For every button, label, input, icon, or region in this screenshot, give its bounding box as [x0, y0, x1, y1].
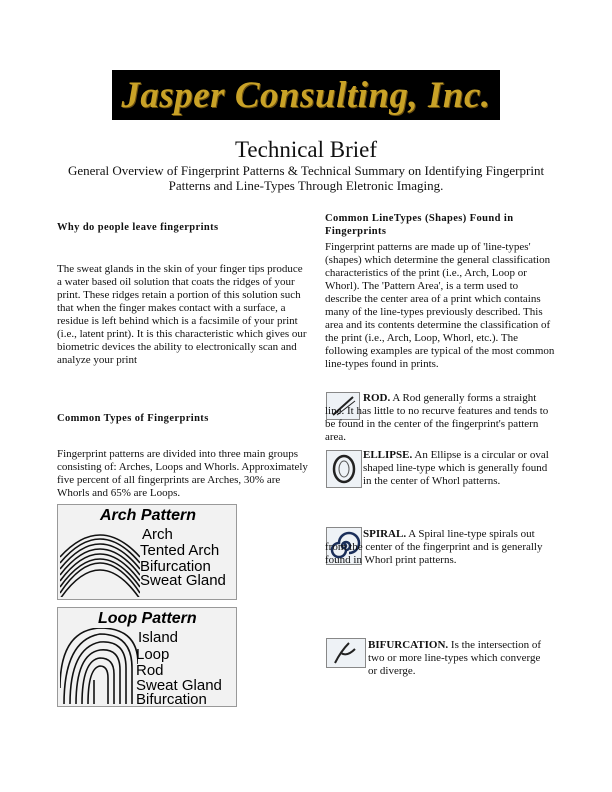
- linetypes-intro: Fingerprint patterns are made up of 'line-types' (shapes) which determine the general classification characteristics of the print (i.e., Arch, Loop or Whorl). The 'Pattern Area', is a term used to describe the center area of a print which contains many of the line-types previously described. This area and its contents determine the classification of the print (i.e., Arch, Loop, Whorl, etc.). The following examples are typical of the most common line-types found in prints.: [325, 241, 555, 370]
- loop-label-4: Sweat Gland: [136, 677, 222, 694]
- why-heading: Why do people leave fingerprints: [57, 222, 219, 233]
- arch-pattern-figure: [57, 504, 237, 600]
- page-subtitle: General Overview of Fingerprint Patterns & Technical Summary on Identifying Fingerprint Patterns and Line-Types Through Eletronic Imaging.: [67, 163, 545, 193]
- loop-label-3: Rod: [136, 662, 164, 679]
- arch-label-3: Bifurcation: [140, 558, 211, 575]
- types-paragraph: Fingerprint patterns are divided into three main groups consisting of: Arches, Loops and Whorls. Approximately five percent of all fingerprints are Arches, 30% are Whorls and 65% are Loops.: [57, 448, 308, 499]
- loop-label-2: Loop: [136, 646, 170, 663]
- why-paragraph: The sweat glands in the skin of your finger tips produce a water based oil solution that coats the ridges of your print. These ridges retain a portion of this solution such that when the finger makes contact with a surface, a residue is left behind which is a facsimile of your print (i.e., latent print). It is this characteristic which gives our biometric devices the ability to electronically scan and analyze your print: [57, 263, 307, 366]
- arch-figure-title: Arch Pattern: [100, 507, 197, 524]
- page-title: Technical Brief: [234, 137, 378, 162]
- arch-label-4: Sweat Gland: [140, 572, 226, 589]
- loop-fingerprint-image: [60, 628, 138, 704]
- ellipse-description: [363, 449, 553, 488]
- spiral-description: [325, 528, 555, 567]
- ellipse-icon: [326, 450, 362, 488]
- company-logo-text: Jasper Consulting, Inc.: [121, 74, 491, 116]
- rod-description: [325, 392, 553, 444]
- ellipse-text: An Ellipse is a circular or oval shaped line-type which is generally found in the center of Whorl patterns.: [363, 449, 549, 487]
- ellipse-term: ELLIPSE.: [363, 449, 413, 461]
- bifurcation-term: BIFURCATION.: [368, 639, 449, 651]
- loop-figure-title: Loop Pattern: [98, 610, 197, 627]
- bifurcation-icon: [326, 638, 366, 668]
- spiral-term: SPIRAL.: [363, 528, 407, 540]
- loop-label-1: Island: [138, 629, 179, 646]
- loop-pattern-figure: [57, 607, 237, 707]
- linetypes-heading: Common LineTypes (Shapes) Found in Fingerprints: [325, 213, 514, 237]
- loop-label-5: Bifurcation: [136, 691, 207, 708]
- bifurcation-text: Is the intersection of two or more line-types which converge or diverge.: [368, 639, 542, 677]
- company-logo-banner: [112, 70, 500, 120]
- types-heading: Common Types of Fingerprints: [57, 413, 209, 424]
- arch-fingerprint-image: [60, 523, 140, 597]
- rod-term: ROD.: [363, 392, 391, 404]
- spiral-text: A Spiral line-type spirals out from the center of the fingerprint and is generally found in Whorl print patterns.: [325, 528, 543, 566]
- bifurcation-description: [368, 639, 552, 678]
- arch-label-1: Arch: [142, 526, 173, 543]
- arch-label-2: Tented Arch: [140, 542, 220, 559]
- rod-text: A Rod generally forms a straight line. It has little to no recurve features and tends to be found in the center of the fingerprint's pattern area.: [325, 392, 549, 443]
